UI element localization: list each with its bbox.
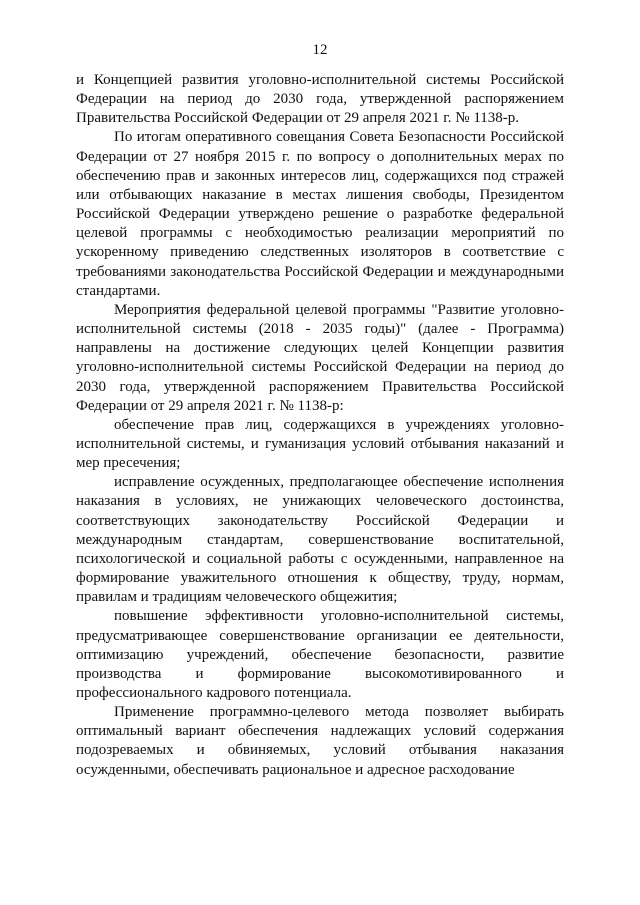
list-item-goal-3: повышение эффективности уголовно-исполнительной системы, предусматривающее совершенствование организации ее деятельности, оптимизацию учреждений, обеспечение безопасности, развитие производства и формирование высокомотивированного и профессионального кадрового потенциала. bbox=[76, 608, 564, 701]
paragraph-7: Применение программно-целевого метода позволяет выбирать оптимальный вариант обеспечения надлежащих условий содержания подозреваемых и обвиняемых, условий отбывания наказания осужденными, обеспечивать рациональное и адресное расходование bbox=[76, 704, 564, 778]
list-item-goal-2: исправление осужденных, предполагающее обеспечение исполнения наказания в условиях, не унижающих человеческого достоинства, соответствующих законодательству Российской Федерации и международным стандартам, совершенствование воспитательной, психологической и социальной работы с осужденными, направленное на формирование уважительного отношения к обществу, труду, нормам, правилам и традициям человеческого общежития; bbox=[76, 474, 564, 606]
page-number: 12 bbox=[312, 42, 328, 58]
list-item-goal-1: обеспечение прав лиц, содержащихся в учреждениях уголовно-исполнительной системы, и гуманизация условий отбывания наказаний и мер пресечения; bbox=[76, 416, 564, 472]
paragraph-3: Мероприятия федеральной целевой программы "Развитие уголовно-исполнительной системы (2018 - 2035 годы)" (далее - Программа) направлены на достижение следующих целей Концепции развития уголовно-исполнительной системы Российской Федерации на период до 2030 года, утвержденной распоряжением Правительства Российской Федерации от 29 апреля 2021 г. № 1138-р: bbox=[76, 301, 564, 414]
document-body bbox=[76, 71, 564, 780]
paragraph-2: По итогам оперативного совещания Совета Безопасности Российской Федерации от 27 ноября 2015 г. по вопросу о дополнительных мерах по обеспечению прав и законных интересов лиц, содержащихся под стражей или отбывающих наказание в местах лишения свободы, Президентом Российской Федерации утверждено решение о разработке федеральной целевой программы с необходимостью реализации мероприятий по ускоренному приведению следственных изоляторов в соответствие с требованиями законодательства Российской Федерации и международными стандартами. bbox=[76, 129, 564, 299]
paragraph-1: и Концепцией развития уголовно-исполнительной системы Российской Федерации на период до 2030 года, утвержденной распоряжением Правительства Российской Федерации от 29 апреля 2021 г. № 1138-р. bbox=[76, 72, 564, 127]
